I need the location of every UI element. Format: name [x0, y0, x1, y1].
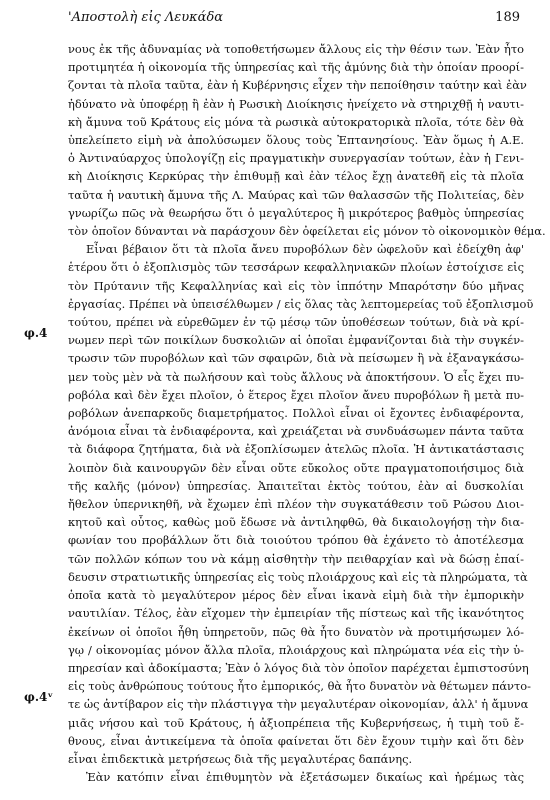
text-line: ἠδύνατο νὰ ὑποφέρῃ ἢ ἐὰν ἡ Ρωσικὴ Διοίκησις ἠνείχετο νὰ στηριχθῇ ἡ ναυτι- — [68, 96, 524, 111]
text-line: ἑτέρου ὅτι ὁ ἐξοπλισμὸς τῶν τεσσάρων κεφαλληνιακῶν πλοίων ἐστοίχισε εἰς — [68, 260, 524, 275]
text-line: τὰ διάφορα ζητήματα, διὰ νὰ ἐξοπλίσωμεν ἀτελῶς πλοῖα. Ἡ ἀντικατάστασις — [68, 442, 524, 457]
text-line: προτιμητέα ἡ οἰκονομία τῆς ὑπηρεσίας καὶ τῆς ἀμύνης διὰ τὴν ὁποίαν προορί- — [68, 60, 524, 75]
margin-note-folio: φ.4 — [24, 326, 48, 340]
text-line: γῳ / οἰκονομίας μόνον ἄλλα πλοῖα, πλοιάρχους καὶ πληρώματα νέα εἰς τὴν ὑ- — [68, 642, 524, 657]
text-line: τούτου, πρέπει νὰ εὑρεθῶμεν ἐν τῷ μέσῳ τῶν ὑποθέσεων τούτων, διὰ νὰ κρί- — [68, 315, 524, 330]
body-text — [68, 40, 546, 786]
text-line: εἰς τοὺς ἀνθρώπους τούτους ἦτο ἐμπορικός, θὰ ἦτο δυνατὸν νὰ θέτωμεν πάντο- — [68, 679, 531, 694]
text-line: ἐργασίας. Πρέπει νὰ ὑπεισέλθωμεν / εἰς ὅλας τὰς λεπτομερείας τοῦ ἐξοπλισμοῦ — [68, 296, 534, 311]
running-title: 'Αποστολὴ εἰς Λευκάδα — [68, 10, 224, 25]
text-line: πηρεσίαν καὶ ἀδοκίμαστα; Ἐὰν ὁ λόγος διὰ τὸν ὁποῖον παρέχεται ἐμπιστοσύνη — [68, 660, 529, 675]
text-line: ἤθελον ὑπερνικηθῆ, νὰ ἔχωμεν ἐπὶ πλέον τὴν συγκατάθεσιν τοῦ Ρώσου Διοι- — [68, 497, 524, 512]
text-line: ναυτιλίαν. Τέλος, ἐὰν εἴχομεν τὴν ἐμπειρίαν τῆς πίστεως καὶ τῆς ἱκανότητος — [68, 606, 524, 621]
text-line: ἐκείνων οἱ ὁποῖοι ἦθη ὑπηρετοῦν, πῶς θὰ ἦτο δυνατὸν νὰ προτιμήσωμεν λό- — [68, 624, 524, 639]
text-line: τῶν πολλῶν κόπων του νὰ κάμῃ αἰσθητὴν τὴν πειθαρχίαν καὶ νὰ δώσῃ ἐπαί- — [68, 551, 524, 566]
margin-note-folio: φ.4ᵛ — [24, 690, 54, 704]
text-line: ζονται τὰ πλοῖα ταῦτα, ἐὰν ἡ Κυβέρνησις εἶχεν τὴν πεποίθησιν ταύτην καὶ ἐὰν — [68, 78, 527, 93]
text-line: μεν τοὺς μὲν νὰ τὰ πωλήσουν καὶ τοὺς ἄλλους νὰ ἀποκτήσουν. Ὁ εἷς ἔχει πυ- — [68, 369, 524, 384]
text-line: ταῦτα ἡ ναυτικὴ ἄμυνα τῆς Λ. Μαύρας καὶ τῶν θαλασσῶν τῆς Πολιτείας, δὲν — [68, 187, 524, 202]
text-line: Ἐὰν κατόπιν εἶναι ἐπιθυμητὸν νὰ ἐξετάσωμεν δικαίως καὶ ἠρέμως τὰς — [86, 770, 524, 785]
text-line: κὴ Διοίκησις Κερκύρας τὴν ἐπιθυμῇ καὶ ἐὰν τέλος ἔχῃ ἀνατεθῆ εἰς τὰ πλοῖα — [68, 169, 524, 184]
text-line: τρωσιν τῶν πυροβόλων καὶ τῶν σφαιρῶν, διὰ νὰ πείσωμεν ἢ νὰ ἐξαναγκάσω- — [68, 351, 524, 366]
text-line: νωμεν περὶ τῶν ποικίλων δυσκολιῶν αἱ ὁποῖαι ἐμφανίζονται διὰ τὴν συγκέν- — [68, 333, 524, 348]
text-line: φωνίαν του προβάλλων ὅτι διὰ τοιούτου τρόπου θὰ ἐχάνετο τὸ ἀποτέλεσμα — [68, 533, 524, 548]
text-line: θνους, εἶναι ἀντικείμενα τὰ ὁποῖα φαίνεται ὅτι δὲν ἔχουν τιμὴν καὶ ὅτι δὲν — [68, 733, 524, 748]
text-line: τὸν Πρύτανιν τῆς Κεφαλληνίας καὶ εἰς τὸν ἱππότην Μπαρότσην δύο μῆνας — [68, 278, 524, 293]
text-line: λοιπὸν διὰ καινουργῶν δὲν εἶναι οὔτε εὔκολος οὔτε πραγματοποιήσιμος διὰ — [68, 460, 524, 475]
text-line: τὸν ὁποῖον δύνανται νὰ παράσχουν δὲν ὀφείλεται εἰς μόνον τὸ οἰκονομικὸν θέμα. — [68, 224, 546, 239]
text-line: Εἶναι βέβαιον ὅτι τὰ πλοῖα ἄνευ πυροβόλων δὲν ὠφελοῦν καὶ ἐδείχθη ἀφ' — [86, 242, 524, 257]
text-line: ροβόλα καὶ δὲν ἔχει πλοῖον, ὁ ἕτερος ἔχει πλοῖον ἄνευ πυροβόλων ἢ μετὰ πυ- — [68, 387, 524, 402]
text-line: μιᾶς νήσου καὶ τοῦ Κράτους, ἡ ἀξιοπρέπεια τῆς Κυβερνήσεως, ἡ τιμὴ τοῦ ἔ- — [68, 715, 524, 730]
text-line: τῆς καλῆς ⟨μόνον⟩ ὑπηρεσίας. Ἀπαιτεῖται ἐκτὸς τούτου, ἐὰν αἱ δυσκολίαι — [68, 478, 524, 493]
page-number: 189 — [495, 10, 520, 25]
text-line: ὁποῖα κατὰ τὸ μεγαλύτερον μέρος δὲν εἶναι ἱκανὰ εἰμὴ διὰ τὴν ἐμπορικὴν — [68, 588, 524, 603]
text-line: δευσιν στρατιωτικῆς ὑπηρεσίας εἰς τοὺς πλοιάρχους καὶ εἰς τὰ πληρώματα, τὰ — [68, 569, 528, 584]
text-line: κὴ ἄμυνα τοῦ Κράτους εἰς μόνα τὰ ρωσικὰ αὐτοκρατορικὰ πλοῖα, τότε δὲν θὰ — [68, 114, 524, 129]
text-line: ροβόλων ἀνεπαρκοῦς διαμετρήματος. Πολλοὶ εἶναι οἱ ἔχοντες ἐνδιαφέροντα, — [68, 406, 524, 421]
running-header — [68, 10, 520, 30]
text-line: τε ὡς ἀντίβαρον εἰς τὴν πλάστιγγα τὴν μεγαλυτέραν οἰκονομίαν, ἀλλ' ἡ ἄμυνα — [68, 697, 529, 712]
text-line: ἀνόμοια εἶναι τὰ ἐνδιαφέροντα, καὶ χρειάζεται νὰ συνδυάσωμεν πάντα ταῦτα — [68, 424, 524, 439]
text-line: εἶναι ἐπιδεκτικὰ μετρήσεως διὰ τῆς μεγαλυτέρας δαπάνης. — [68, 751, 413, 766]
text-line: κητοῦ καὶ οὗτος, καθὼς μοῦ ἔδωσε νὰ ἀντιληφθῶ, θὰ δικαιολογήσῃ τὴν δια- — [68, 515, 524, 530]
text-line: γνωρίζω πῶς νὰ θεωρήσω ὅτι ὁ μεγαλύτερος ἢ μικρότερος βαθμὸς ὑπηρεσίας — [68, 205, 524, 220]
text-line: νους ἐκ τῆς ἀδυναμίας νὰ τοποθετήσωμεν ἄλλους εἰς τὴν θέσιν των. Ἐὰν ἦτο — [68, 42, 524, 56]
text-line: ὑπελείπετο εἰμὴ νὰ ἀπολύσωμεν ὅλους τοὺς Ἐπτανησίους. Ἐὰν ὅμως ἡ Α.Ε. — [68, 133, 524, 148]
text-line: ὁ Ἀντιναύαρχος ὑπολογίζῃ εἰς πραγματικὴν συνεργασίαν τούτων, ἐὰν ἡ Γενι- — [68, 151, 524, 166]
